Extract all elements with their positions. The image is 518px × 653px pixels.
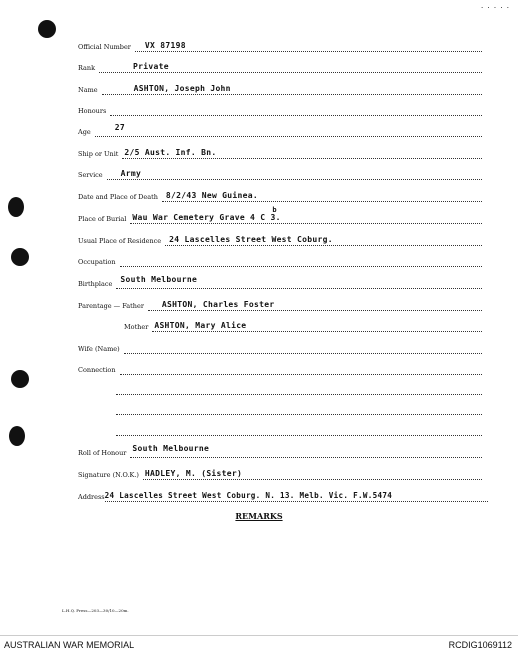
- footer-divider: [0, 635, 518, 636]
- age-label: Age: [78, 128, 91, 136]
- connection-line-3: [116, 401, 482, 415]
- signature-label: Signature (N.O.K.): [78, 471, 139, 479]
- burial-value: Wau War Cemetery Grave 4 C 3.: [132, 213, 281, 222]
- connection-label: Connection: [78, 366, 116, 374]
- connection-line-4: [116, 422, 482, 436]
- unit-value: 2/5 Aust. Inf. Bn.: [124, 148, 217, 157]
- service-label: Service: [78, 171, 103, 179]
- field-father: [78, 297, 482, 311]
- field-roll-of-honour: [78, 444, 482, 458]
- binder-hole-2: [8, 197, 24, 217]
- official-number-label: Official Number: [78, 43, 131, 51]
- printer-note: L.H.Q. Press—203—30/10—20m.: [62, 608, 129, 613]
- field-burial: [78, 206, 482, 224]
- footer-institution: AUSTRALIAN WAR MEMORIAL: [4, 640, 135, 650]
- age-value: 27: [114, 123, 125, 132]
- field-honours: [78, 102, 482, 116]
- rank-label: Rank: [78, 64, 96, 72]
- residence-label: Usual Place of Residence: [78, 237, 162, 245]
- burial-superscript: b: [272, 206, 277, 214]
- occupation-label: Occupation: [78, 258, 116, 266]
- father-value: ASHTON, Charles Foster: [161, 300, 275, 309]
- field-address: [78, 488, 488, 502]
- footer-record-id: RCDIG1069112: [448, 640, 512, 650]
- roll-label: Roll of Honour: [78, 449, 127, 457]
- honours-label: Honours: [78, 107, 107, 115]
- binder-hole-4: [11, 370, 29, 388]
- birthplace-label: Birthplace: [78, 280, 113, 288]
- field-death: [78, 188, 482, 202]
- field-birthplace: [78, 275, 482, 289]
- field-rank: [78, 59, 482, 73]
- address-label: Address: [78, 493, 105, 501]
- father-label: Parentage — Father: [78, 302, 144, 310]
- wife-label: Wife (Name): [78, 345, 120, 353]
- field-signature: [78, 466, 482, 480]
- service-value: Army: [120, 169, 142, 178]
- unit-label: Ship or Unit: [78, 150, 119, 158]
- remarks-heading: REMARKS: [235, 511, 283, 521]
- field-wife: [78, 340, 482, 354]
- burial-label: Place of Burial: [78, 215, 127, 223]
- field-service: [78, 166, 482, 180]
- field-age: [78, 123, 482, 137]
- death-value: 8/2/43 New Guinea.: [165, 191, 259, 200]
- mother-value: ASHTON, Mary Alice: [154, 321, 247, 330]
- corner-marks: · · · · ·: [480, 4, 510, 12]
- name-value: ASHTON, Joseph John: [133, 84, 231, 93]
- field-name: [78, 81, 482, 95]
- binder-hole-5: [9, 426, 25, 446]
- field-mother: [124, 318, 482, 332]
- name-label: Name: [78, 86, 98, 94]
- binder-hole-1: [38, 20, 56, 38]
- roll-value: South Melbourne: [132, 444, 210, 453]
- address-value: 24 Lascelles Street West Coburg. N. 13. Melb. Vic. F.W.5474: [104, 491, 393, 500]
- field-unit: [78, 145, 482, 159]
- connection-line-2: [116, 381, 482, 395]
- death-label: Date and Place of Death: [78, 193, 158, 201]
- signature-value: HADLEY, M. (Sister): [144, 469, 243, 478]
- mother-label: Mother: [124, 323, 149, 331]
- field-connection: [78, 361, 482, 375]
- birthplace-value: South Melbourne: [120, 275, 198, 284]
- field-occupation: [78, 253, 482, 267]
- field-official-number: [78, 38, 482, 52]
- binder-hole-3: [11, 248, 29, 266]
- residence-value: 24 Lascelles Street West Coburg.: [169, 235, 333, 244]
- official-number-value: VX 87198: [144, 41, 186, 50]
- rank-value: Private: [133, 62, 169, 71]
- field-residence: [78, 232, 482, 246]
